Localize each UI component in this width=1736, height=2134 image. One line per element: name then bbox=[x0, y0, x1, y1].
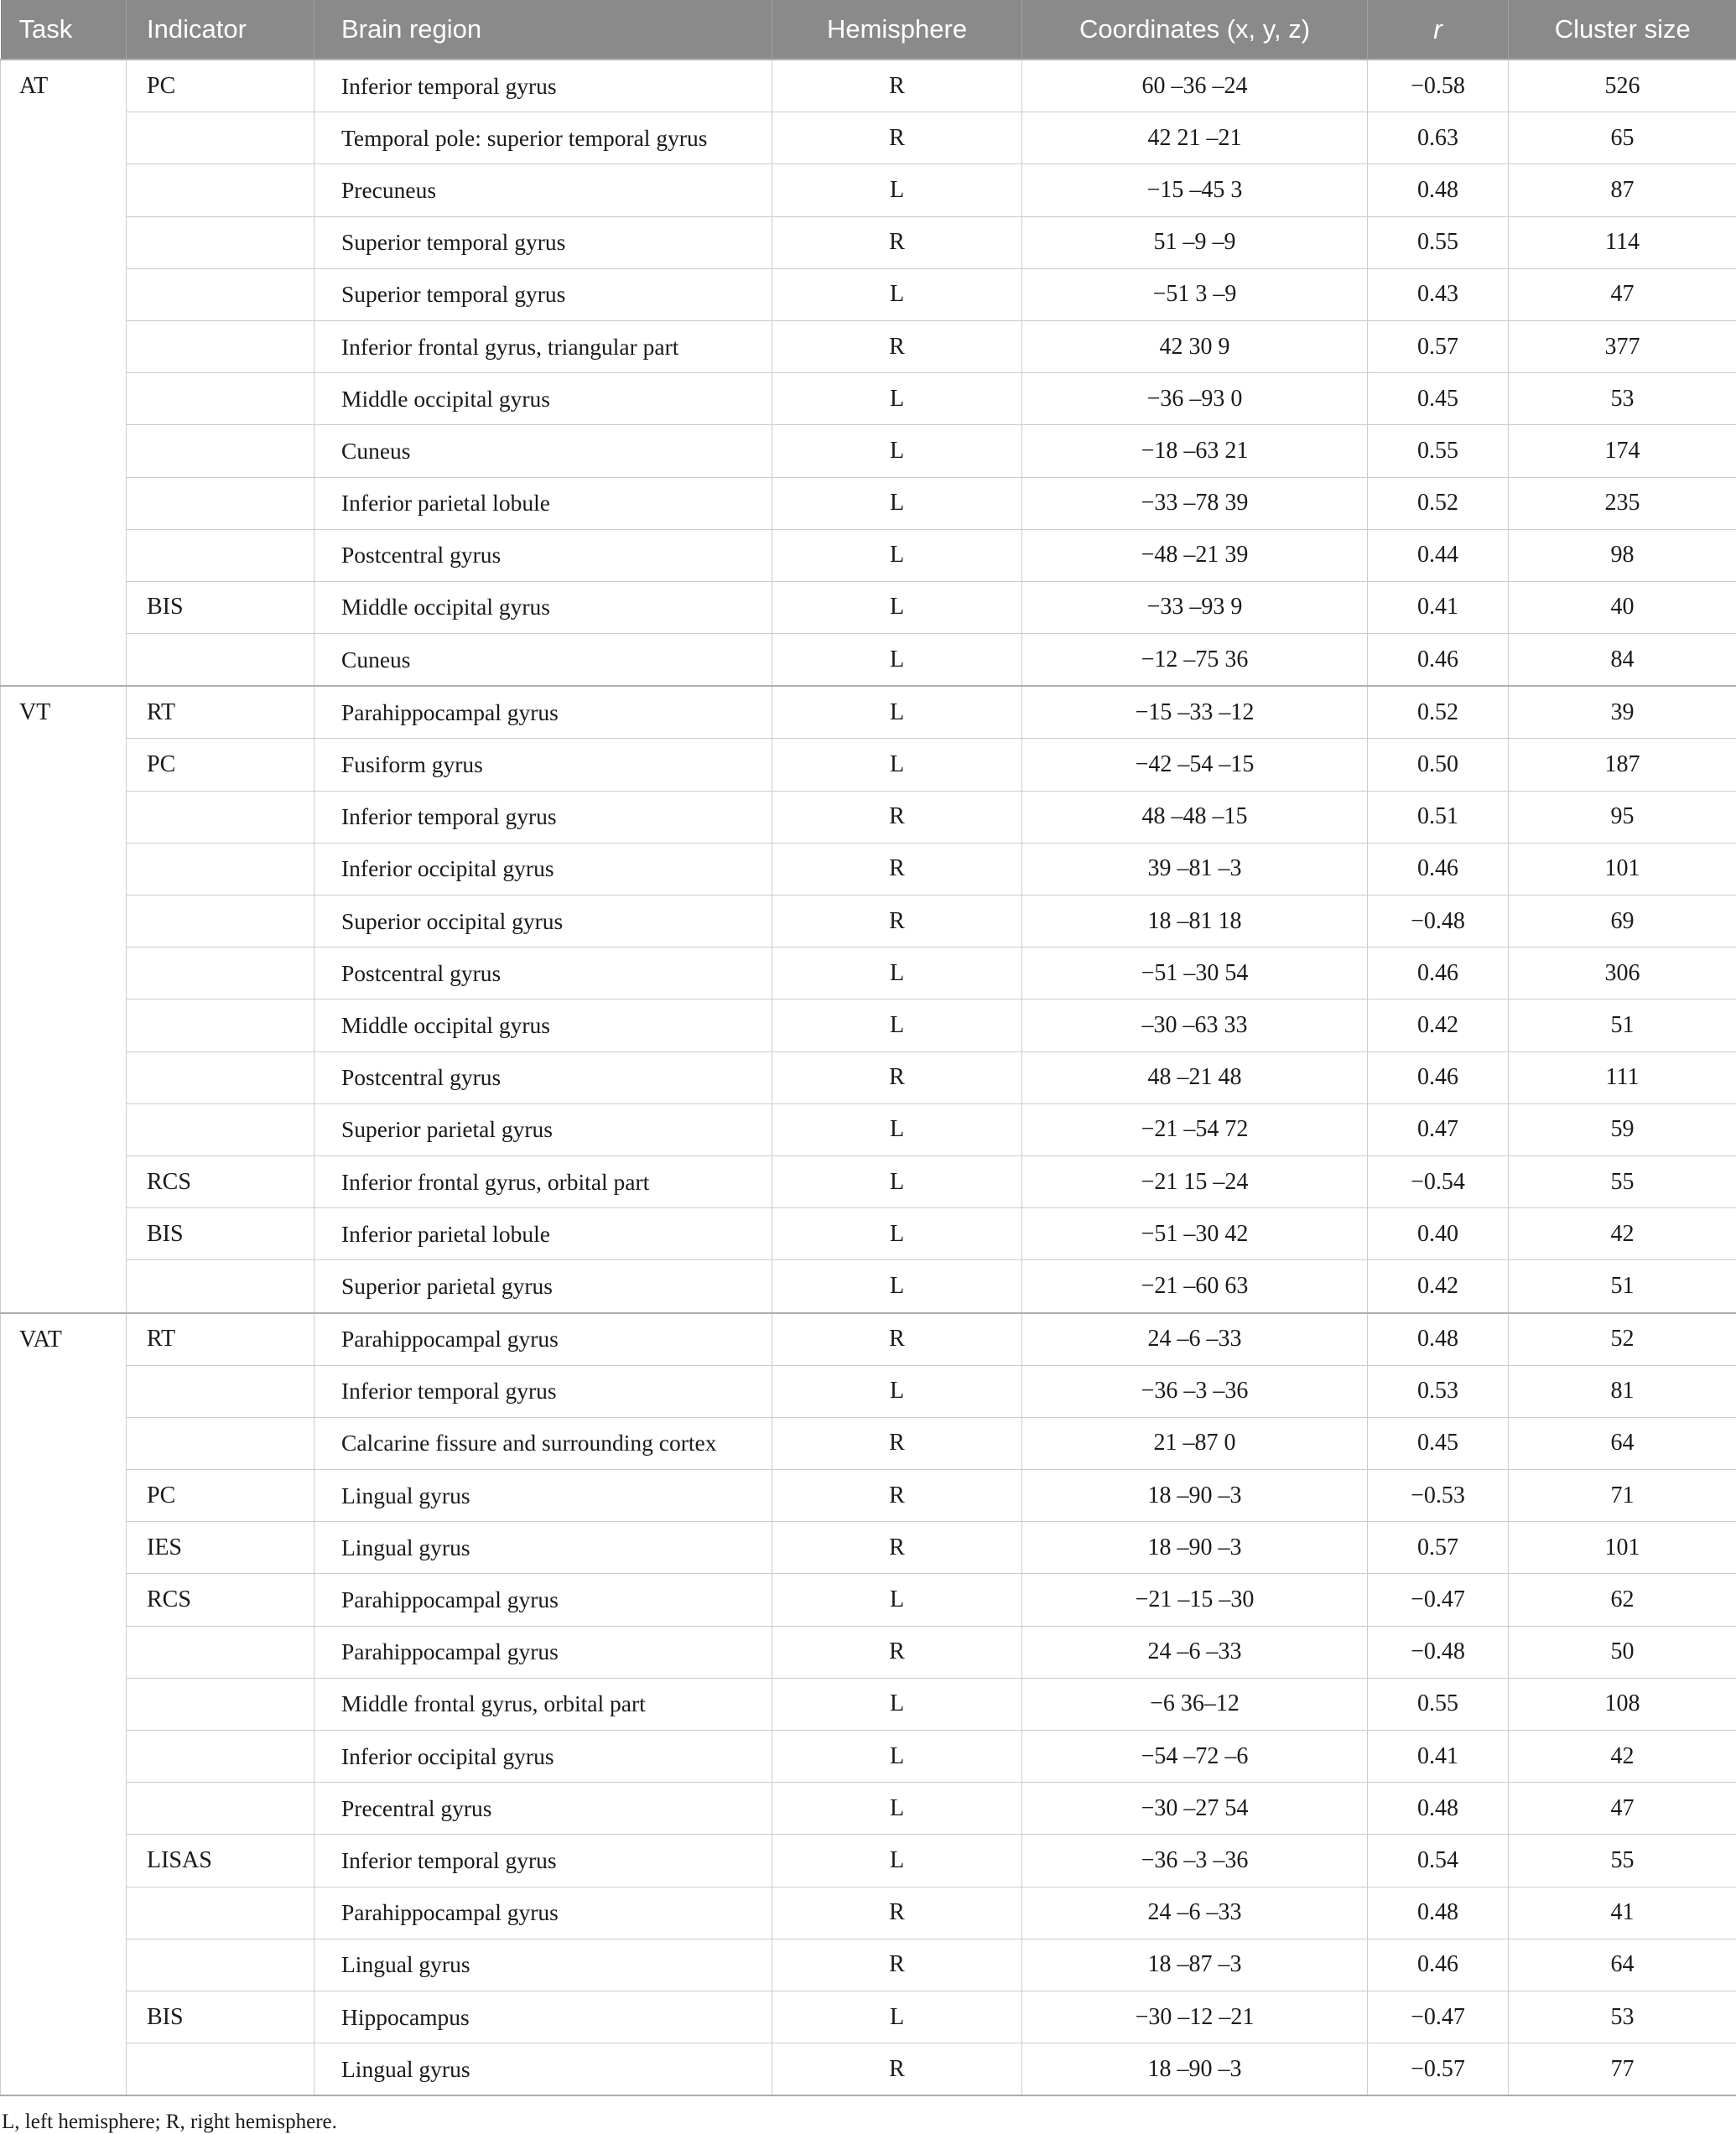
coordinates-cell: 51 –9 –9 bbox=[1022, 216, 1368, 268]
coordinates-cell: −42 –54 –15 bbox=[1022, 739, 1368, 791]
r-value-cell: 0.46 bbox=[1368, 843, 1509, 895]
indicator-cell bbox=[127, 216, 314, 268]
r-value-cell: 0.48 bbox=[1368, 1783, 1509, 1835]
coordinates-cell: −21 –60 63 bbox=[1022, 1260, 1368, 1313]
header-hemisphere: Hemisphere bbox=[772, 0, 1022, 60]
table-row bbox=[1, 739, 1736, 791]
hemisphere-cell: R bbox=[772, 843, 1022, 895]
coordinates-cell: −51 3 –9 bbox=[1022, 268, 1368, 320]
brain-region-cell: Inferior frontal gyrus, orbital part bbox=[314, 1155, 772, 1207]
hemisphere-cell: L bbox=[772, 634, 1022, 687]
coordinates-cell: 48 –48 –15 bbox=[1022, 791, 1368, 843]
indicator-cell bbox=[127, 1783, 314, 1835]
indicator-cell bbox=[127, 2043, 314, 2096]
table-row bbox=[1, 1835, 1736, 1887]
table-row bbox=[1, 686, 1736, 739]
coordinates-cell: −12 –75 36 bbox=[1022, 634, 1368, 687]
cluster-size-cell: 77 bbox=[1509, 2043, 1736, 2096]
cluster-size-cell: 55 bbox=[1509, 1835, 1736, 1887]
cluster-size-cell: 62 bbox=[1509, 1574, 1736, 1626]
r-value-cell: −0.48 bbox=[1368, 896, 1509, 948]
r-value-cell: −0.48 bbox=[1368, 1626, 1509, 1678]
r-value-cell: 0.45 bbox=[1368, 1417, 1509, 1469]
coordinates-cell: −36 –93 0 bbox=[1022, 373, 1368, 425]
indicator-cell: PC bbox=[127, 60, 314, 112]
cluster-size-cell: 114 bbox=[1509, 216, 1736, 268]
hemisphere-cell: L bbox=[772, 1835, 1022, 1887]
brain-region-cell: Calcarine fissure and surrounding cortex bbox=[314, 1417, 772, 1469]
indicator-cell: BIS bbox=[127, 1991, 314, 2043]
brain-region-cell: Superior temporal gyrus bbox=[314, 268, 772, 320]
hemisphere-cell: L bbox=[772, 1731, 1022, 1783]
table-row bbox=[1, 60, 1736, 112]
coordinates-cell: −36 –3 –36 bbox=[1022, 1365, 1368, 1417]
cluster-size-cell: 174 bbox=[1509, 425, 1736, 477]
indicator-cell: PC bbox=[127, 739, 314, 791]
coordinates-cell: –30 –63 33 bbox=[1022, 1000, 1368, 1051]
hemisphere-cell: L bbox=[772, 1103, 1022, 1155]
cluster-size-cell: 47 bbox=[1509, 1783, 1736, 1835]
table-row bbox=[1, 112, 1736, 164]
indicator-cell bbox=[127, 1051, 314, 1103]
hemisphere-cell: R bbox=[772, 1939, 1022, 1991]
coordinates-cell: 39 –81 –3 bbox=[1022, 843, 1368, 895]
r-value-cell: 0.44 bbox=[1368, 529, 1509, 581]
indicator-cell bbox=[127, 843, 314, 895]
hemisphere-cell: R bbox=[772, 1522, 1022, 1574]
table-row bbox=[1, 529, 1736, 581]
table-row bbox=[1, 1000, 1736, 1051]
indicator-cell: RCS bbox=[127, 1155, 314, 1207]
r-value-cell: 0.46 bbox=[1368, 634, 1509, 687]
coordinates-cell: 18 –81 18 bbox=[1022, 896, 1368, 948]
r-value-cell: 0.55 bbox=[1368, 1678, 1509, 1730]
indicator-cell: LISAS bbox=[127, 1835, 314, 1887]
hemisphere-cell: L bbox=[772, 1991, 1022, 2043]
table-row bbox=[1, 1783, 1736, 1835]
cluster-size-cell: 84 bbox=[1509, 634, 1736, 687]
table-row bbox=[1, 1051, 1736, 1103]
brain-region-cell: Parahippocampal gyrus bbox=[314, 1626, 772, 1678]
coordinates-cell: −21 15 –24 bbox=[1022, 1155, 1368, 1207]
r-value-cell: 0.51 bbox=[1368, 791, 1509, 843]
indicator-cell bbox=[127, 791, 314, 843]
hemisphere-cell: R bbox=[772, 320, 1022, 372]
r-value-cell: −0.47 bbox=[1368, 1574, 1509, 1626]
coordinates-cell: −21 –54 72 bbox=[1022, 1103, 1368, 1155]
hemisphere-cell: L bbox=[772, 373, 1022, 425]
brain-region-cell: Middle occipital gyrus bbox=[314, 581, 772, 633]
hemisphere-cell: L bbox=[772, 268, 1022, 320]
r-value-cell: 0.42 bbox=[1368, 1000, 1509, 1051]
indicator-cell: IES bbox=[127, 1522, 314, 1574]
hemisphere-cell: L bbox=[772, 1155, 1022, 1207]
hemisphere-cell: R bbox=[772, 1313, 1022, 1366]
coordinates-cell: −6 36–12 bbox=[1022, 1678, 1368, 1730]
cluster-size-cell: 65 bbox=[1509, 112, 1736, 164]
cluster-size-cell: 81 bbox=[1509, 1365, 1736, 1417]
brain-region-cell: Precuneus bbox=[314, 164, 772, 216]
cluster-size-cell: 71 bbox=[1509, 1470, 1736, 1522]
hemisphere-cell: L bbox=[772, 164, 1022, 216]
table-row bbox=[1, 1731, 1736, 1783]
brain-region-cell: Inferior parietal lobule bbox=[314, 1208, 772, 1260]
brain-region-cell: Middle occipital gyrus bbox=[314, 373, 772, 425]
brain-region-cell: Inferior temporal gyrus bbox=[314, 1365, 772, 1417]
brain-region-cell: Lingual gyrus bbox=[314, 1939, 772, 1991]
brain-region-cell: Superior occipital gyrus bbox=[314, 896, 772, 948]
coordinates-cell: 18 –90 –3 bbox=[1022, 1470, 1368, 1522]
hemisphere-cell: L bbox=[772, 1783, 1022, 1835]
r-value-cell: 0.46 bbox=[1368, 1939, 1509, 1991]
brain-region-cell: Parahippocampal gyrus bbox=[314, 1574, 772, 1626]
coordinates-cell: −51 –30 42 bbox=[1022, 1208, 1368, 1260]
hemisphere-cell: R bbox=[772, 1051, 1022, 1103]
r-value-cell: 0.50 bbox=[1368, 739, 1509, 791]
coordinates-cell: 18 –90 –3 bbox=[1022, 2043, 1368, 2096]
brain-region-cell: Parahippocampal gyrus bbox=[314, 686, 772, 739]
coordinates-cell: 42 21 –21 bbox=[1022, 112, 1368, 164]
brain-region-cell: Inferior occipital gyrus bbox=[314, 1731, 772, 1783]
indicator-cell bbox=[127, 425, 314, 477]
brain-region-cell: Parahippocampal gyrus bbox=[314, 1313, 772, 1366]
r-value-cell: 0.41 bbox=[1368, 1731, 1509, 1783]
header-coordinates: Coordinates (x, y, z) bbox=[1022, 0, 1368, 60]
task-cell bbox=[1, 686, 127, 1312]
cluster-size-cell: 108 bbox=[1509, 1678, 1736, 1730]
indicator-cell bbox=[127, 1678, 314, 1730]
table-footnote: L, left hemisphere; R, right hemisphere. bbox=[2, 2111, 1736, 2134]
task-cell bbox=[1, 60, 127, 686]
hemisphere-cell: L bbox=[772, 1208, 1022, 1260]
cluster-size-cell: 306 bbox=[1509, 948, 1736, 1000]
cluster-size-cell: 55 bbox=[1509, 1155, 1736, 1207]
r-value-cell: 0.48 bbox=[1368, 164, 1509, 216]
table-row bbox=[1, 1208, 1736, 1260]
hemisphere-cell: L bbox=[772, 739, 1022, 791]
indicator-cell bbox=[127, 373, 314, 425]
brain-region-cell: Cuneus bbox=[314, 634, 772, 687]
table-row bbox=[1, 477, 1736, 529]
coordinates-cell: 24 –6 –33 bbox=[1022, 1626, 1368, 1678]
indicator-cell: RT bbox=[127, 1313, 314, 1366]
indicator-cell: RCS bbox=[127, 1574, 314, 1626]
cluster-size-cell: 235 bbox=[1509, 477, 1736, 529]
indicator-cell: PC bbox=[127, 1470, 314, 1522]
coordinates-cell: 42 30 9 bbox=[1022, 320, 1368, 372]
brain-region-cell: Postcentral gyrus bbox=[314, 1051, 772, 1103]
table-body bbox=[1, 60, 1736, 2095]
brain-region-cell: Inferior temporal gyrus bbox=[314, 60, 772, 112]
brain-region-cell: Superior parietal gyrus bbox=[314, 1103, 772, 1155]
indicator-cell bbox=[127, 1365, 314, 1417]
cluster-size-cell: 52 bbox=[1509, 1313, 1736, 1366]
r-value-cell: 0.52 bbox=[1368, 477, 1509, 529]
header-indicator: Indicator bbox=[127, 0, 314, 60]
table-row bbox=[1, 1626, 1736, 1678]
hemisphere-cell: L bbox=[772, 529, 1022, 581]
cluster-size-cell: 50 bbox=[1509, 1626, 1736, 1678]
header-r-value: r bbox=[1368, 0, 1509, 60]
brain-region-cell: Postcentral gyrus bbox=[314, 529, 772, 581]
brain-region-cell: Lingual gyrus bbox=[314, 2043, 772, 2096]
coordinates-cell: 60 –36 –24 bbox=[1022, 60, 1368, 112]
cluster-size-cell: 101 bbox=[1509, 843, 1736, 895]
cluster-size-cell: 41 bbox=[1509, 1887, 1736, 1939]
indicator-cell bbox=[127, 1939, 314, 1991]
hemisphere-cell: R bbox=[772, 60, 1022, 112]
table-row bbox=[1, 843, 1736, 895]
table-row bbox=[1, 1574, 1736, 1626]
coordinates-cell: 24 –6 –33 bbox=[1022, 1887, 1368, 1939]
coordinates-cell: −54 –72 –6 bbox=[1022, 1731, 1368, 1783]
task-cell bbox=[1, 1313, 127, 2096]
brain-region-cell: Hippocampus bbox=[314, 1991, 772, 2043]
brain-region-cell: Inferior temporal gyrus bbox=[314, 1835, 772, 1887]
task-label: VT bbox=[19, 687, 126, 738]
brain-region-cell: Temporal pole: superior temporal gyrus bbox=[314, 112, 772, 164]
table-row bbox=[1, 1417, 1736, 1469]
hemisphere-cell: R bbox=[772, 112, 1022, 164]
header-brain-region: Brain region bbox=[314, 0, 772, 60]
cluster-size-cell: 42 bbox=[1509, 1208, 1736, 1260]
table-row bbox=[1, 1678, 1736, 1730]
r-value-cell: 0.54 bbox=[1368, 1835, 1509, 1887]
table-row bbox=[1, 373, 1736, 425]
hemisphere-cell: R bbox=[772, 1470, 1022, 1522]
cluster-size-cell: 42 bbox=[1509, 1731, 1736, 1783]
brain-region-cell: Postcentral gyrus bbox=[314, 948, 772, 1000]
indicator-cell bbox=[127, 112, 314, 164]
indicator-cell bbox=[127, 1887, 314, 1939]
hemisphere-cell: R bbox=[772, 2043, 1022, 2096]
table-row bbox=[1, 1260, 1736, 1313]
table-row bbox=[1, 1365, 1736, 1417]
hemisphere-cell: R bbox=[772, 791, 1022, 843]
brain-region-cell: Lingual gyrus bbox=[314, 1522, 772, 1574]
cluster-size-cell: 69 bbox=[1509, 896, 1736, 948]
r-value-cell: 0.42 bbox=[1368, 1260, 1509, 1313]
indicator-cell bbox=[127, 1417, 314, 1469]
task-label: VAT bbox=[19, 1314, 126, 1365]
cluster-size-cell: 47 bbox=[1509, 268, 1736, 320]
r-value-cell: 0.57 bbox=[1368, 1522, 1509, 1574]
r-value-cell: 0.52 bbox=[1368, 686, 1509, 739]
coordinates-cell: −33 –78 39 bbox=[1022, 477, 1368, 529]
cluster-size-cell: 40 bbox=[1509, 581, 1736, 633]
r-value-cell: −0.54 bbox=[1368, 1155, 1509, 1207]
header-cluster-size: Cluster size bbox=[1509, 0, 1736, 60]
indicator-cell bbox=[127, 1000, 314, 1051]
hemisphere-cell: R bbox=[772, 216, 1022, 268]
cluster-size-cell: 51 bbox=[1509, 1260, 1736, 1313]
r-value-cell: 0.41 bbox=[1368, 581, 1509, 633]
r-value-cell: 0.45 bbox=[1368, 373, 1509, 425]
coordinates-cell: 24 –6 –33 bbox=[1022, 1313, 1368, 1366]
brain-region-cell: Fusiform gyrus bbox=[314, 739, 772, 791]
brain-region-cell: Precentral gyrus bbox=[314, 1783, 772, 1835]
brain-region-cell: Inferior temporal gyrus bbox=[314, 791, 772, 843]
header-task: Task bbox=[1, 0, 127, 60]
r-value-cell: 0.40 bbox=[1368, 1208, 1509, 1260]
indicator-cell: RT bbox=[127, 686, 314, 739]
coordinates-cell: −30 –12 –21 bbox=[1022, 1991, 1368, 2043]
table-row bbox=[1, 2043, 1736, 2096]
indicator-cell bbox=[127, 320, 314, 372]
task-label: AT bbox=[19, 60, 126, 112]
table-row bbox=[1, 896, 1736, 948]
coordinates-cell: −15 –33 –12 bbox=[1022, 686, 1368, 739]
r-value-cell: 0.47 bbox=[1368, 1103, 1509, 1155]
brain-region-cell: Inferior occipital gyrus bbox=[314, 843, 772, 895]
cluster-size-cell: 87 bbox=[1509, 164, 1736, 216]
table-row bbox=[1, 791, 1736, 843]
hemisphere-cell: L bbox=[772, 1365, 1022, 1417]
table-row bbox=[1, 164, 1736, 216]
indicator-cell bbox=[127, 948, 314, 1000]
r-value-cell: 0.48 bbox=[1368, 1313, 1509, 1366]
hemisphere-cell: L bbox=[772, 581, 1022, 633]
table-row bbox=[1, 425, 1736, 477]
brain-region-cell: Superior parietal gyrus bbox=[314, 1260, 772, 1313]
table-row bbox=[1, 320, 1736, 372]
r-value-cell: 0.55 bbox=[1368, 216, 1509, 268]
indicator-cell bbox=[127, 1626, 314, 1678]
coordinates-cell: −48 –21 39 bbox=[1022, 529, 1368, 581]
table-row bbox=[1, 581, 1736, 633]
hemisphere-cell: L bbox=[772, 1260, 1022, 1313]
r-value-cell: −0.53 bbox=[1368, 1470, 1509, 1522]
table-row bbox=[1, 634, 1736, 687]
brain-region-cell: Middle frontal gyrus, orbital part bbox=[314, 1678, 772, 1730]
table-row bbox=[1, 1470, 1736, 1522]
hemisphere-cell: R bbox=[772, 1417, 1022, 1469]
table-row bbox=[1, 1155, 1736, 1207]
indicator-cell bbox=[127, 477, 314, 529]
table-row bbox=[1, 268, 1736, 320]
coordinates-cell: −21 –15 –30 bbox=[1022, 1574, 1368, 1626]
coordinates-cell: 18 –87 –3 bbox=[1022, 1939, 1368, 1991]
cluster-size-cell: 526 bbox=[1509, 60, 1736, 112]
indicator-cell bbox=[127, 529, 314, 581]
table-row bbox=[1, 1991, 1736, 2043]
indicator-cell: BIS bbox=[127, 581, 314, 633]
cluster-size-cell: 111 bbox=[1509, 1051, 1736, 1103]
cluster-size-cell: 53 bbox=[1509, 1991, 1736, 2043]
hemisphere-cell: L bbox=[772, 477, 1022, 529]
hemisphere-cell: L bbox=[772, 948, 1022, 1000]
r-value-cell: 0.43 bbox=[1368, 268, 1509, 320]
coordinates-cell: −30 –27 54 bbox=[1022, 1783, 1368, 1835]
table-row bbox=[1, 1522, 1736, 1574]
table-header bbox=[1, 0, 1736, 60]
header-row bbox=[1, 0, 1736, 60]
hemisphere-cell: R bbox=[772, 1887, 1022, 1939]
hemisphere-cell: L bbox=[772, 1678, 1022, 1730]
hemisphere-cell: R bbox=[772, 896, 1022, 948]
indicator-cell bbox=[127, 1103, 314, 1155]
hemisphere-cell: L bbox=[772, 425, 1022, 477]
r-value-cell: 0.55 bbox=[1368, 425, 1509, 477]
cluster-size-cell: 39 bbox=[1509, 686, 1736, 739]
cluster-size-cell: 64 bbox=[1509, 1417, 1736, 1469]
brain-region-cell: Inferior parietal lobule bbox=[314, 477, 772, 529]
cluster-size-cell: 64 bbox=[1509, 1939, 1736, 1991]
indicator-cell bbox=[127, 896, 314, 948]
brain-region-cell: Cuneus bbox=[314, 425, 772, 477]
r-value-cell: 0.46 bbox=[1368, 1051, 1509, 1103]
cluster-size-cell: 95 bbox=[1509, 791, 1736, 843]
indicator-cell bbox=[127, 634, 314, 687]
brain-region-cell: Inferior frontal gyrus, triangular part bbox=[314, 320, 772, 372]
r-value-cell: 0.48 bbox=[1368, 1887, 1509, 1939]
r-value-cell: 0.63 bbox=[1368, 112, 1509, 164]
coordinates-cell: 21 –87 0 bbox=[1022, 1417, 1368, 1469]
table-row bbox=[1, 1887, 1736, 1939]
cluster-size-cell: 98 bbox=[1509, 529, 1736, 581]
indicator-cell bbox=[127, 164, 314, 216]
table-row bbox=[1, 1103, 1736, 1155]
cluster-size-cell: 101 bbox=[1509, 1522, 1736, 1574]
coordinates-cell: −15 –45 3 bbox=[1022, 164, 1368, 216]
coordinates-cell: −18 –63 21 bbox=[1022, 425, 1368, 477]
table-row bbox=[1, 1313, 1736, 1366]
hemisphere-cell: R bbox=[772, 1626, 1022, 1678]
r-value-cell: −0.58 bbox=[1368, 60, 1509, 112]
indicator-cell bbox=[127, 268, 314, 320]
cluster-size-cell: 187 bbox=[1509, 739, 1736, 791]
cluster-size-cell: 377 bbox=[1509, 320, 1736, 372]
indicator-cell bbox=[127, 1260, 314, 1313]
coordinates-cell: 48 –21 48 bbox=[1022, 1051, 1368, 1103]
hemisphere-cell: L bbox=[772, 1574, 1022, 1626]
hemisphere-cell: L bbox=[772, 686, 1022, 739]
r-value-cell: 0.53 bbox=[1368, 1365, 1509, 1417]
coordinates-cell: −51 –30 54 bbox=[1022, 948, 1368, 1000]
r-value-cell: 0.46 bbox=[1368, 948, 1509, 1000]
table-row bbox=[1, 948, 1736, 1000]
r-value-cell: −0.57 bbox=[1368, 2043, 1509, 2096]
table-row bbox=[1, 216, 1736, 268]
cluster-size-cell: 59 bbox=[1509, 1103, 1736, 1155]
coordinates-cell: −33 –93 9 bbox=[1022, 581, 1368, 633]
table-row bbox=[1, 1939, 1736, 1991]
indicator-cell bbox=[127, 1731, 314, 1783]
r-value-cell: −0.47 bbox=[1368, 1991, 1509, 2043]
coordinates-cell: −36 –3 –36 bbox=[1022, 1835, 1368, 1887]
coordinates-cell: 18 –90 –3 bbox=[1022, 1522, 1368, 1574]
cluster-size-cell: 53 bbox=[1509, 373, 1736, 425]
hemisphere-cell: L bbox=[772, 1000, 1022, 1051]
brain-region-cell: Middle occipital gyrus bbox=[314, 1000, 772, 1051]
brain-region-cell: Superior temporal gyrus bbox=[314, 216, 772, 268]
r-value-cell: 0.57 bbox=[1368, 320, 1509, 372]
indicator-cell: BIS bbox=[127, 1208, 314, 1260]
cluster-size-cell: 51 bbox=[1509, 1000, 1736, 1051]
brain-region-cell: Lingual gyrus bbox=[314, 1470, 772, 1522]
brain-region-cell: Parahippocampal gyrus bbox=[314, 1887, 772, 1939]
